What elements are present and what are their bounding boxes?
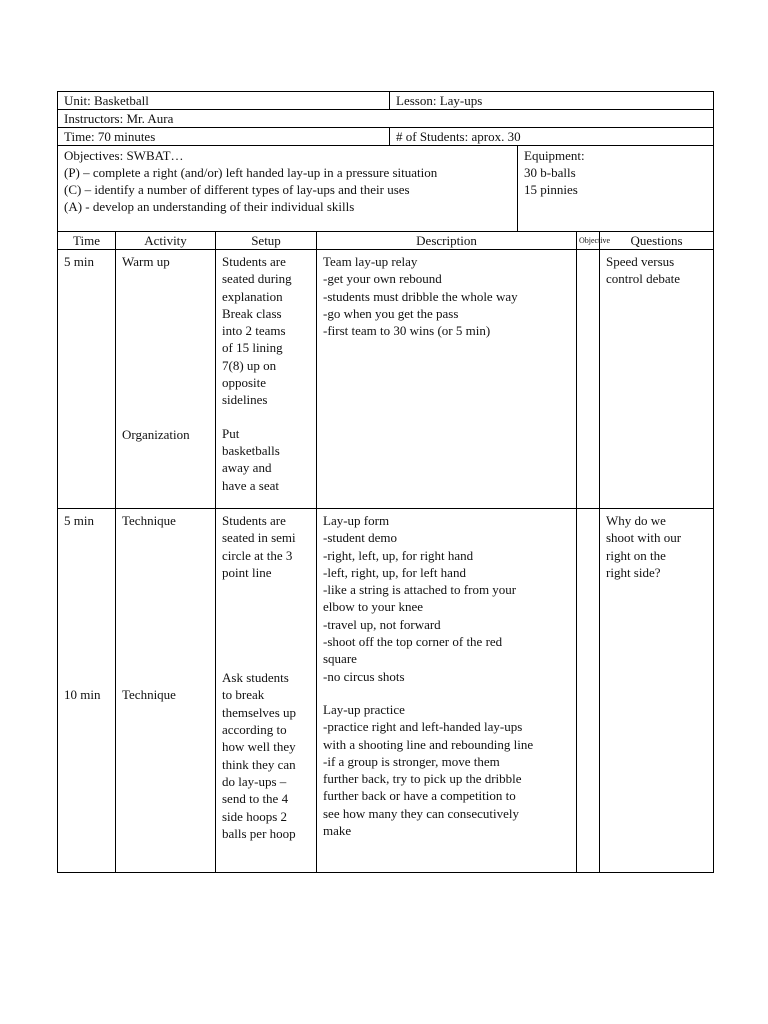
- activity-label: Organization: [122, 427, 190, 443]
- question-line: right side?: [606, 564, 661, 580]
- setup-cell: [216, 509, 317, 873]
- description-line: Lay-up practice: [323, 701, 405, 717]
- table-header-row: [58, 232, 714, 250]
- description-line: -shoot off the top corner of the red: [323, 634, 503, 650]
- objective-cell: [577, 509, 600, 873]
- setup-line: Ask students: [222, 670, 289, 686]
- setup-line: how well they: [222, 739, 296, 755]
- description-line: with a shooting line and rebounding line: [323, 736, 534, 752]
- setup-line: away and: [222, 460, 272, 476]
- description-line: -no circus shots: [323, 668, 405, 684]
- question-line: right on the: [606, 547, 666, 563]
- objective-cell: [577, 250, 600, 509]
- table-row: [58, 250, 714, 509]
- setup-line: seated in semi: [222, 530, 296, 546]
- lesson-plan-table: [57, 231, 714, 873]
- equipment-cell: [518, 146, 714, 232]
- setup-line: have a seat: [222, 477, 280, 493]
- activity-label: Warm up: [122, 254, 170, 269]
- description-line: square: [323, 651, 357, 667]
- column-header-activity: Activity: [116, 232, 216, 250]
- setup-line: themselves up: [222, 704, 297, 720]
- description-cell: [317, 250, 577, 509]
- description-line: further back, try to pick up the dribble: [323, 771, 522, 787]
- setup-line: sidelines: [222, 392, 268, 408]
- question-line: control debate: [606, 271, 680, 287]
- description-line: see how many they can consecutively: [323, 805, 520, 821]
- setup-line: send to the 4: [222, 791, 289, 807]
- question-line: Speed versus: [606, 254, 675, 269]
- description-line: -get your own rebound: [323, 271, 442, 287]
- column-header-setup: Setup: [216, 232, 317, 250]
- setup-line: Students are: [222, 254, 286, 269]
- activity-label: Technique: [122, 513, 176, 528]
- unit-cell: Unit: Basketball: [58, 92, 390, 110]
- setup-line: think they can: [222, 756, 296, 772]
- setup-line: to break: [222, 687, 265, 703]
- setup-line: point line: [222, 564, 272, 580]
- lesson-header-table: [57, 91, 714, 232]
- description-line: Lay-up form: [323, 513, 390, 528]
- setup-line: do lay-ups –: [222, 773, 287, 789]
- question-line: shoot with our: [606, 530, 682, 546]
- setup-line: opposite: [222, 375, 267, 391]
- column-header-objective: Objective: [577, 232, 600, 250]
- equipment-item: 30 b-balls: [524, 165, 576, 180]
- description-line: further back or have a competition to: [323, 788, 516, 804]
- setup-line: Students are: [222, 513, 286, 528]
- time-cell: 5 min: [58, 250, 116, 509]
- time-label: 5 min: [64, 513, 94, 528]
- column-header-time: Time: [58, 232, 116, 250]
- setup-line: according to: [222, 722, 287, 738]
- setup-line: explanation: [222, 288, 283, 304]
- questions-cell: [600, 250, 714, 509]
- description-cell: [317, 509, 577, 873]
- setup-line: circle at the 3: [222, 547, 293, 563]
- setup-line: seated during: [222, 271, 292, 287]
- questions-cell: [600, 509, 714, 873]
- description-line: -student demo: [323, 530, 398, 546]
- table-row: [58, 509, 714, 873]
- setup-line: Break class: [222, 305, 282, 321]
- setup-line: basketballs: [222, 442, 280, 458]
- objective-cognitive: (C) – identify a number of different types of lay-ups and their uses: [64, 182, 410, 197]
- setup-line: 7(8) up on: [222, 357, 277, 373]
- description-line: -travel up, not forward: [323, 616, 441, 632]
- students-cell: # of Students: aprox. 30: [390, 128, 714, 146]
- description-line: -first team to 30 wins (or 5 min): [323, 323, 491, 339]
- objectives-heading: Objectives: SWBAT…: [64, 148, 184, 163]
- setup-line: side hoops 2: [222, 808, 287, 824]
- objectives-cell: [58, 146, 518, 232]
- description-line: -students must dribble the whole way: [323, 288, 518, 304]
- objective-psychomotor: (P) – complete a right (and/or) left handed lay-up in a pressure situation: [64, 165, 438, 180]
- time-label: 10 min: [64, 687, 101, 703]
- setup-line: balls per hoop: [222, 825, 296, 841]
- equipment-heading: Equipment:: [524, 148, 585, 163]
- setup-cell: [216, 250, 317, 509]
- description-line: make: [323, 823, 352, 839]
- column-header-description: Description: [317, 232, 577, 250]
- description-line: elbow to your knee: [323, 599, 424, 615]
- description-line: Team lay-up relay: [323, 254, 418, 269]
- description-line: -if a group is stronger, move them: [323, 753, 500, 769]
- description-line: -left, right, up, for left hand: [323, 564, 466, 580]
- description-line: -right, left, up, for right hand: [323, 547, 474, 563]
- activity-cell: [116, 509, 216, 873]
- instructors-cell: Instructors: Mr. Aura: [58, 110, 714, 128]
- lesson-cell: Lesson: Lay-ups: [390, 92, 714, 110]
- setup-line: of 15 lining: [222, 340, 283, 356]
- setup-line: into 2 teams: [222, 323, 286, 339]
- description-line: -go when you get the pass: [323, 305, 459, 321]
- equipment-item: 15 pinnies: [524, 182, 578, 197]
- activity-label: Technique: [122, 687, 176, 703]
- objective-affective: (A) - develop an understanding of their individual skills: [64, 199, 355, 214]
- setup-line: Put: [222, 425, 240, 441]
- question-line: Why do we: [606, 513, 666, 528]
- description-line: -like a string is attached to from your: [323, 582, 517, 598]
- column-header-questions: Questions: [600, 232, 714, 250]
- time-cell: [58, 509, 116, 873]
- time-cell: Time: 70 minutes: [58, 128, 390, 146]
- description-line: -practice right and left-handed lay-ups: [323, 719, 523, 735]
- activity-cell: [116, 250, 216, 509]
